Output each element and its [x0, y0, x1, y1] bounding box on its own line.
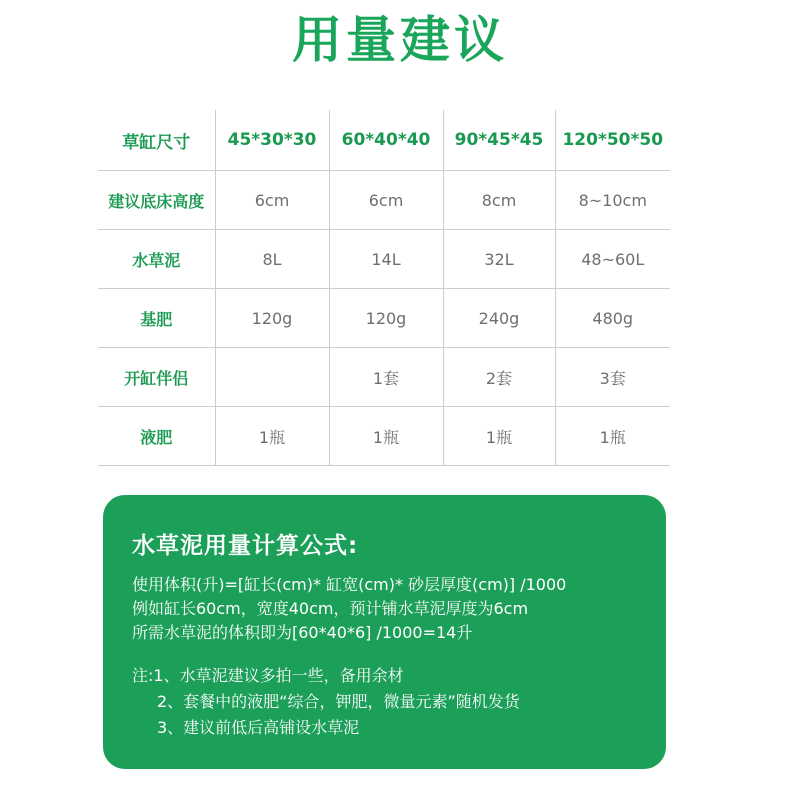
formula-line: 例如缸长60cm，宽度40cm，预计铺水草泥厚度为6cm [132, 599, 529, 618]
dosage-table [98, 110, 670, 466]
row-label: 水草泥 [98, 230, 215, 289]
table-row [98, 348, 670, 407]
table-cell: 2套 [443, 348, 555, 407]
note-line: 2、套餐中的液肥“综合，钾肥，微量元素”随机发货 [157, 692, 520, 711]
table-cell: 120g [329, 289, 443, 348]
table-row [98, 289, 670, 348]
table-cell: 6cm [329, 171, 443, 230]
row-label: 开缸伴侣 [98, 348, 215, 407]
header-cell-size: 120*50*50 [555, 110, 670, 171]
table-cell: 14L [329, 230, 443, 289]
note-line: 3、建议前低后高铺设水草泥 [157, 718, 360, 737]
table-cell: 240g [443, 289, 555, 348]
note-line: 注:1、水草泥建议多拍一些，备用余材 [132, 666, 404, 685]
table-cell: 48~60L [555, 230, 670, 289]
table-cell: 480g [555, 289, 670, 348]
formula-title: 水草泥用量计算公式: [132, 533, 359, 559]
table-cell: 1瓶 [329, 407, 443, 466]
table-cell: 8~10cm [555, 171, 670, 230]
header-cell-size: 90*45*45 [443, 110, 555, 171]
table-cell: 120g [215, 289, 329, 348]
table-row [98, 407, 670, 466]
table-cell: 3套 [555, 348, 670, 407]
formula-line: 所需水草泥的体积即为[60*40*6] /1000=14升 [132, 623, 473, 642]
table-cell: 6cm [215, 171, 329, 230]
header-cell-tank-size: 草缸尺寸 [98, 110, 215, 171]
row-label: 液肥 [98, 407, 215, 466]
header-cell-size: 45*30*30 [215, 110, 329, 171]
table-cell: 1瓶 [215, 407, 329, 466]
table-cell: 1瓶 [443, 407, 555, 466]
row-label: 建议底床高度 [98, 171, 215, 230]
notes [132, 663, 666, 741]
table-cell: 8L [215, 230, 329, 289]
table-row [98, 230, 670, 289]
formula-box [103, 495, 666, 769]
table-row [98, 171, 670, 230]
formula-line: 使用体积(升)=[缸长(cm)* 缸宽(cm)* 砂层厚度(cm)] /1000 [132, 575, 567, 594]
row-label: 基肥 [98, 289, 215, 348]
table-cell: 1瓶 [555, 407, 670, 466]
header-cell-size: 60*40*40 [329, 110, 443, 171]
table-header-row [98, 110, 670, 171]
table-cell [215, 348, 329, 407]
table-cell: 1套 [329, 348, 443, 407]
table-cell: 8cm [443, 171, 555, 230]
page-title: 用量建议 [292, 11, 508, 69]
table-cell: 32L [443, 230, 555, 289]
